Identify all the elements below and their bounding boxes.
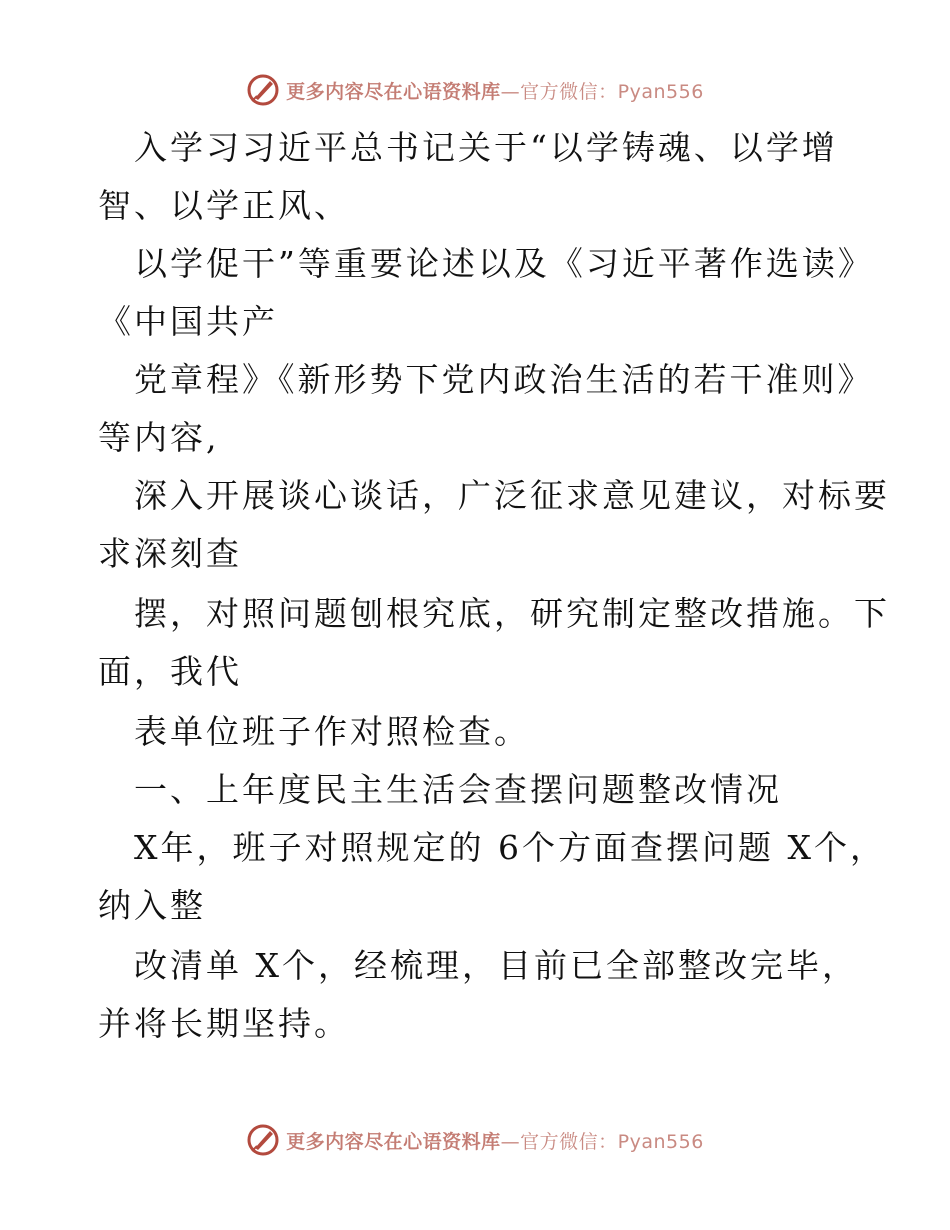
text-line: 改清单 X个，经梳理，目前已全部整改完毕， bbox=[134, 946, 858, 985]
text-line: 党章程》《新形势下党内政治生活的若干准则》 bbox=[134, 360, 874, 399]
quill-logo-icon bbox=[246, 1123, 280, 1157]
text-line: 表单位班子作对照检查。 bbox=[134, 712, 530, 751]
text-line: 等内容, bbox=[98, 418, 220, 457]
text-line: 纳入整 bbox=[98, 886, 206, 925]
header-watermark bbox=[0, 70, 950, 110]
text-line: X年，班子对照规定的 6个方面查摆问题 X个， bbox=[134, 828, 886, 867]
text-line: 深入开展谈心谈话，广泛征求意见建议，对标要 bbox=[134, 476, 890, 515]
text-line: 求深刻查 bbox=[98, 534, 242, 573]
text-line: 智、以学正风、 bbox=[98, 186, 350, 225]
text-line: 面，我代 bbox=[98, 652, 242, 691]
watermark-text: 更多内容尽在心语资料库—官方微信：Pyan556 bbox=[286, 1130, 704, 1153]
text-line: 并将长期坚持。 bbox=[98, 1004, 350, 1043]
footer-watermark bbox=[0, 1120, 950, 1160]
text-line: 以学促干”等重要论述以及《习近平著作选读》 bbox=[134, 244, 874, 283]
text-line: 入学习习近平总书记关于“以学铸魂、以学增 bbox=[134, 128, 838, 167]
text-line: 摆，对照问题刨根究底，研究制定整改措施。下 bbox=[134, 594, 890, 633]
quill-logo-icon bbox=[246, 73, 280, 107]
watermark-text: 更多内容尽在心语资料库—官方微信：Pyan556 bbox=[286, 80, 704, 103]
text-line: 《中国共产 bbox=[98, 302, 278, 341]
section-heading: 一、上年度民主生活会查摆问题整改情况 bbox=[134, 770, 782, 809]
